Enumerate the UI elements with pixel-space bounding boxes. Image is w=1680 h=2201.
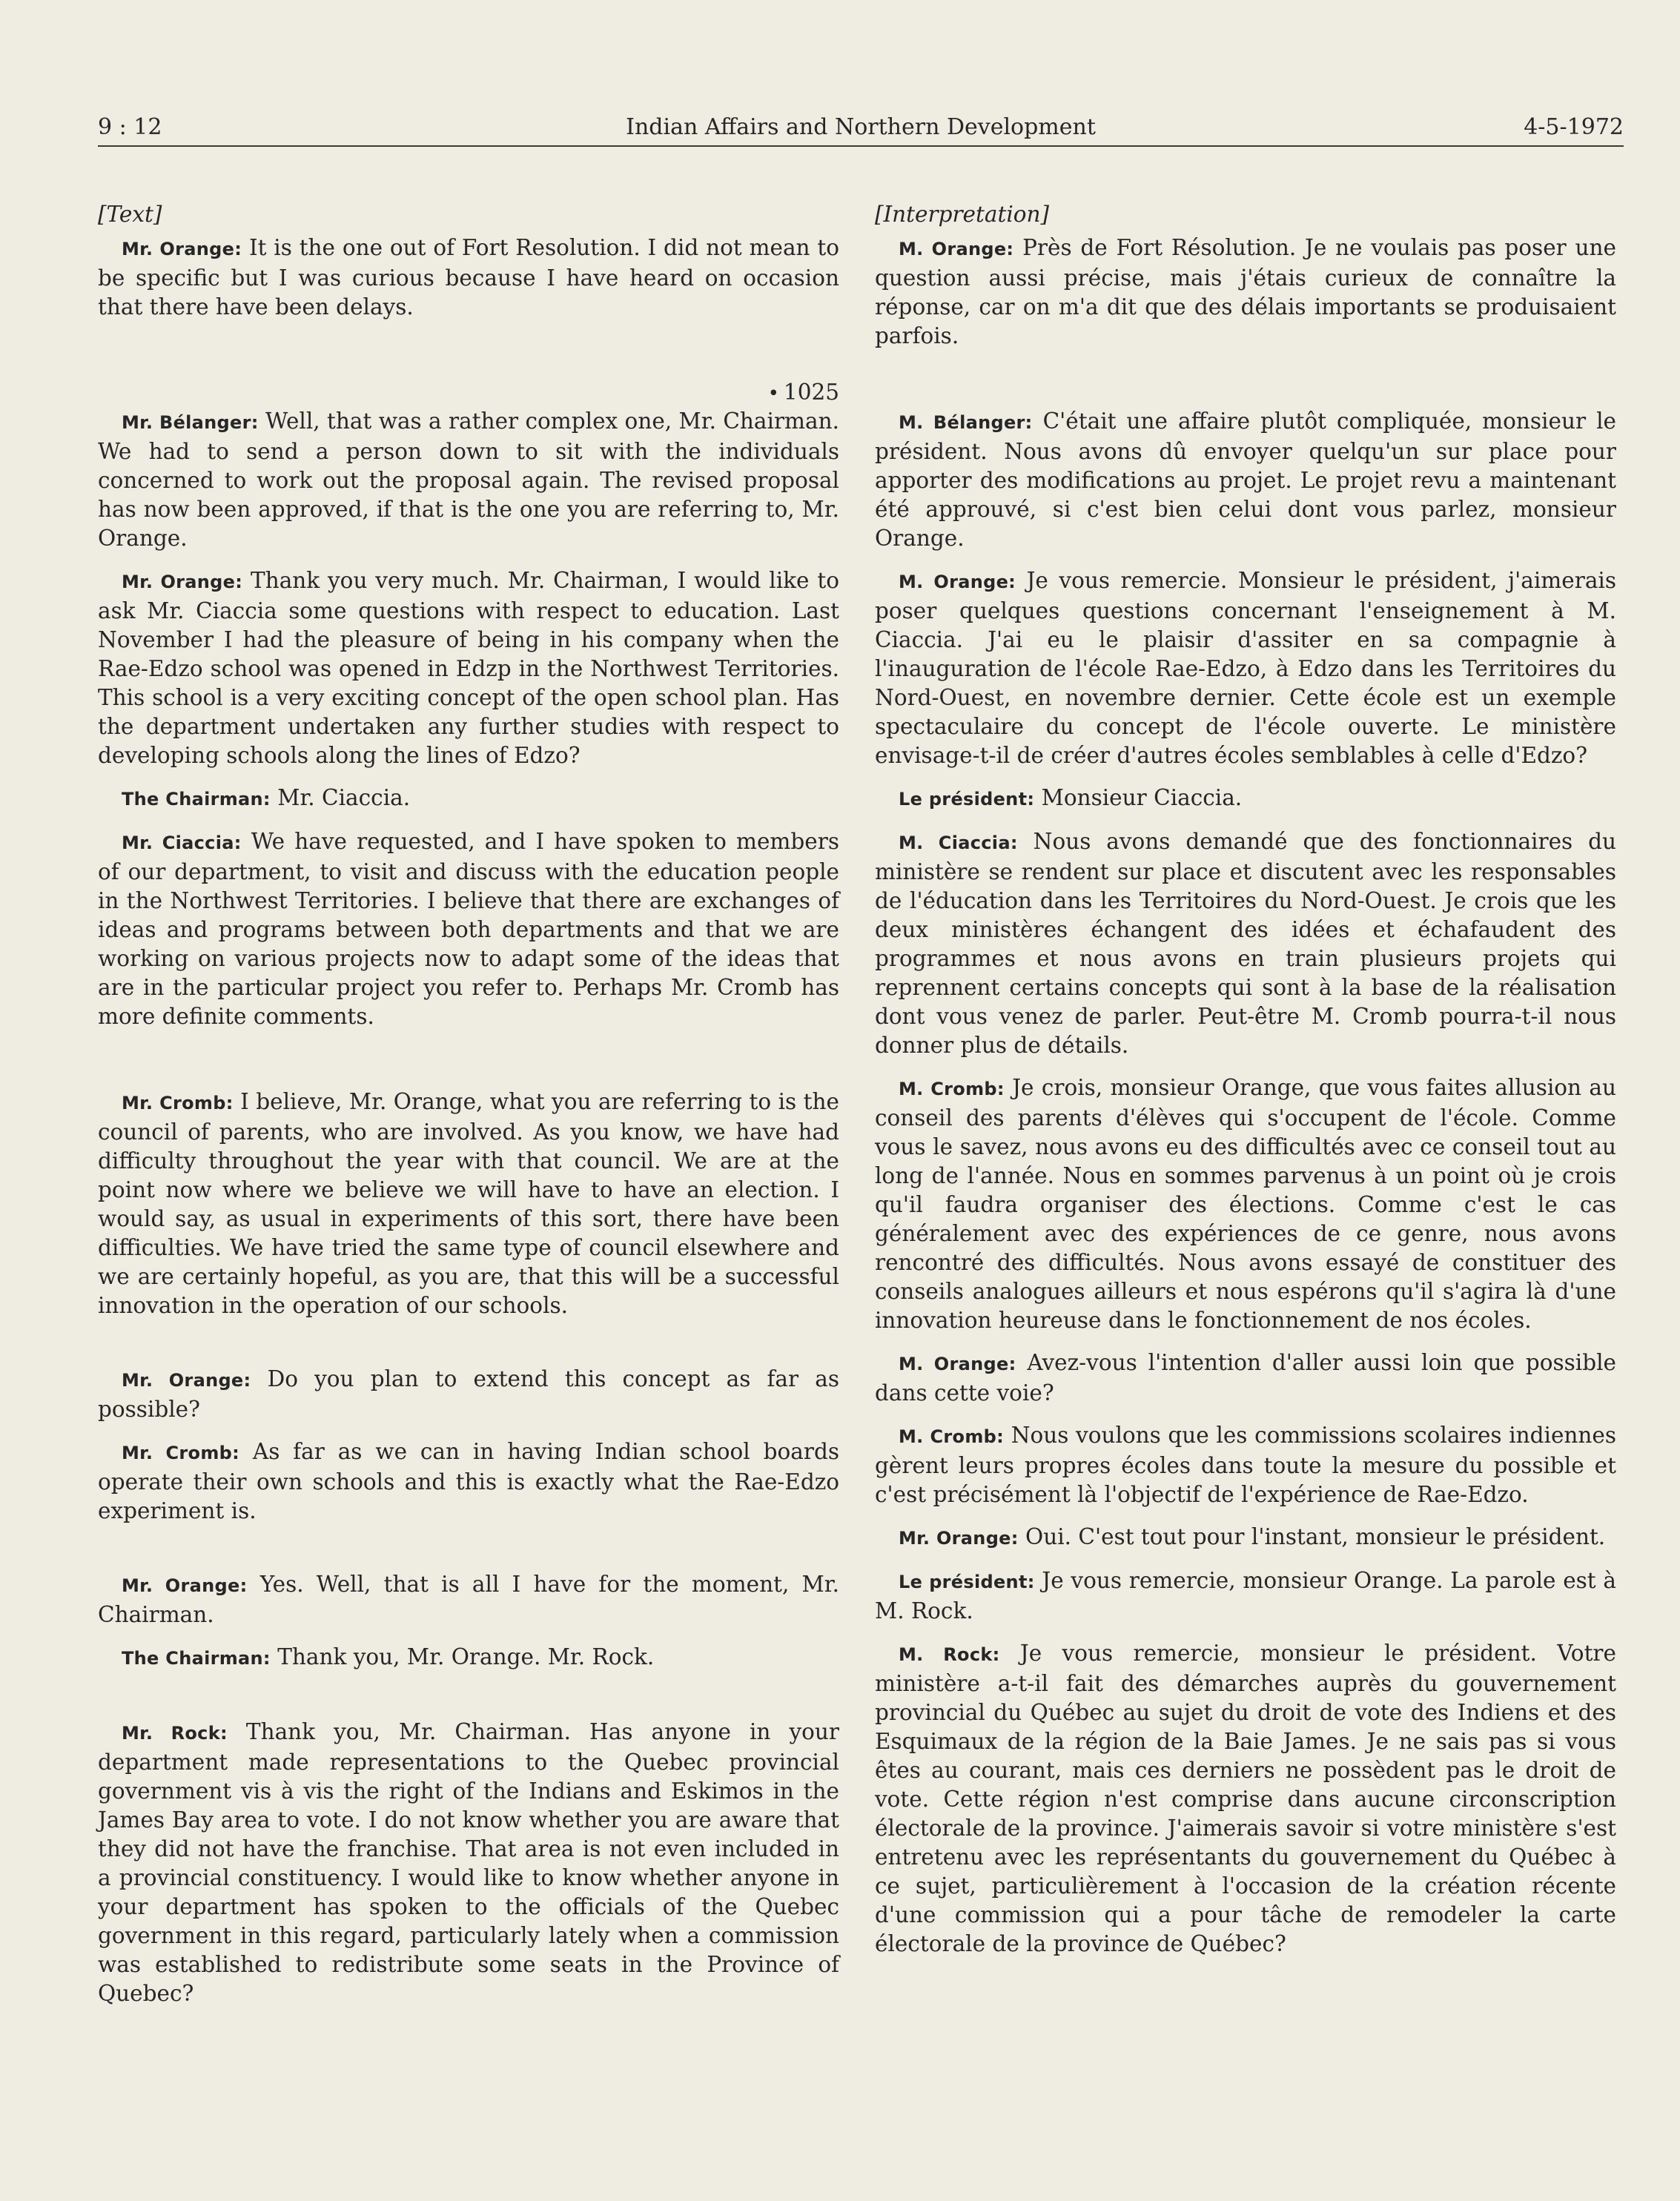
speech-text: C'était une affaire plutôt compliquée, monsieur le président. Nous avons dû envoyer quelqu'un sur place pour apporter des modifications au projet. Le projet revu a maintenant été approuvé, si c'est bien celui dont vous parlez, monsieur Orange. [875,408,1616,551]
speech-entry [875,784,1616,814]
speaker-name: M. Bélanger: [899,412,1033,433]
speech-text: As far as we can in having Indian school boards operate their own schools and this is exactly what the Rae-Edzo experiment is. [98,1439,839,1523]
speaker-name: Mr. Ciaccia: [122,833,242,853]
header-rule [98,145,1624,147]
speech-entry [98,1643,839,1673]
time-marker [98,378,839,407]
page-header [98,111,1624,144]
speaker-name: The Chairman: [122,789,271,810]
page-number: 9 : 12 [98,114,162,140]
speaker-name: Le président: [899,789,1035,810]
speaker-name: M. Orange: [899,1354,1016,1374]
time-marker-value: 1025 [783,380,839,405]
speech-text: Je vous remercie. Monsieur le président, j'aimerais poser quelques questions concernant l'enseignement à M. Ciaccia. J'ai eu le plaisir d'assiter en sa compagnie à l'inauguration de l'école Rae-Edzo, à Edzo dans les Territoires du Nord-Ouest, en novembre dernier. Cette école est un exemple spectaculaire du concept de l'école ouverte. Le ministère envisage-t-il de créer d'autres écoles semblables à celle d'Edzo? [875,568,1616,768]
speaker-name: Mr. Cromb: [122,1093,234,1113]
speech-entry [875,1348,1616,1408]
speech-text: Je crois, monsieur Orange, que vous faites allusion au conseil des parents d'élèves qui s'occupent de l'école. Comme vous le savez, nous avons eu des difficultés avec ce conseil tout au long de l'année. Nous en sommes parvenus à un point où je crois qu'il faudra organiser des élections. Comme c'est le cas généralement avec des expériences de ce genre, nous avons rencontré des difficultés. Nous avons essayé de constituer des conseils analogues ailleurs et nous espérons qu'il s'agira là d'une innovation heureuse dans le fonctionnement de nos écoles. [875,1075,1616,1333]
speech-text: Mr. Ciaccia. [277,785,411,810]
speech-text: It is the one out of Fort Resolution. I did not mean to be specific but I was curious because I have heard on occasion that there have been delays. [98,235,839,320]
speaker-name: The Chairman: [122,1648,271,1669]
speaker-name: Mr. Orange: [122,239,242,259]
speech-text: We have requested, and I have spoken to members of our department, to visit and discuss with the education people in the Northwest Territories. I believe that there are exchanges of ideas and programs between both departments and that we are working on various projects now to adapt some of the ideas that are in the particular project you refer to. Perhaps Mr. Cromb has more definite comments. [98,829,839,1029]
speaker-name: M. Orange: [899,572,1016,592]
speech-entry [98,407,839,553]
speech-text: Oui. C'est tout pour l'instant, monsieur le président. [1025,1524,1606,1549]
speaker-name: Mr. Orange: [122,572,243,592]
speaker-name: Mr. Orange: [122,1370,251,1391]
speech-text: I believe, Mr. Orange, what you are referring to is the council of parents, who are involved. As you know, we have had difficulty throughout the year with that council. We are at the point now where we believe we will have to have an election. I would say, as usual in experiments of this sort, there have been difficulties. We have tried the same type of council elsewhere and we are certainly hopeful, as you are, that this will be a successful innovation in the operation of our schools. [98,1089,839,1318]
speech-text: Je vous remercie, monsieur le président. Votre ministère a-t-il fait des démarches auprès du gouvernement provincial du Québec au sujet du droit de vote des Indiens et des Esquimaux de la région de la Baie James. Je ne sais pas si vous êtes au courant, mais ces derniers ne possèdent pas le droit de vote. Cette région n'est comprise dans aucune circonscription électorale de la province. J'aimerais savoir si votre ministère s'est entretenu avec les représentants du gouvernement du Québec à ce sujet, particulièrement à l'occasion de la création récente d'une commission qui a pour tâche de remodeler la carte électorale de la province de Québec? [875,1641,1616,1956]
speech-entry [98,1088,839,1320]
speech-entry [98,827,839,1031]
speech-text: Yes. Well, that is all I have for the moment, Mr. Chairman. [98,1572,839,1627]
speech-text: Monsieur Ciaccia. [1041,785,1243,810]
speech-text: Près de Fort Résolution. Je ne voulais pas poser une question aussi précise, mais j'étais curieux de connaître la réponse, car on m'a dit que des délais importants se produisaient parfois. [875,235,1616,348]
speaker-name: M. Cromb: [899,1079,1005,1099]
speech-entry [98,784,839,814]
speech-text: Thank you, Mr. Chairman. Has anyone in your department made representations to the Quebec provincial government vis à vis the right of the Indians and Eskimos in the James Bay area to vote. I do not know whether you are aware that they did not have the franchise. That area is not even included in a provincial constituency. I would like to know whether anyone in your department has spoken to the officials of the Quebec government in this regard, particularly lately when a commission was established to redistribute some seats in the Province of Quebec? [98,1719,839,2006]
section-label-interpretation: [Interpretation] [875,202,1050,227]
running-title: Indian Affairs and Northern Development [626,114,1096,140]
speech-entry [98,1570,839,1629]
speech-entry [98,566,839,770]
speech-text: Avez-vous l'intention d'aller aussi loin que possible dans cette voie? [875,1350,1616,1406]
speech-entry [98,1718,839,2008]
speech-entry [875,1421,1616,1509]
speech-entry [875,1566,1616,1626]
speaker-name: M. Cromb: [899,1426,1005,1447]
speech-text: Thank you very much. Mr. Chairman, I would like to ask Mr. Ciaccia some questions with respect to education. Last November I had the pleasure of being in his company when the Rae-Edzo school was opened in Edzp in the Northwest Territories. This school is a very exciting concept of the open school plan. Has the department undertaken any further studies with respect to developing schools along the lines of Edzo? [98,568,839,768]
speaker-name: M. Orange: [899,239,1014,259]
speaker-name: Mr. Rock: [122,1723,228,1744]
speaker-name: M. Rock: [899,1644,1000,1665]
speech-entry [98,234,839,322]
speech-entry [875,234,1616,351]
speech-entry [875,407,1616,553]
speech-entry [875,566,1616,770]
french-column [875,200,1616,1959]
speaker-name: Mr. Cromb: [122,1443,239,1463]
speaker-name: M. Ciaccia: [899,833,1018,853]
speech-text: Thank you, Mr. Orange. Mr. Rock. [277,1644,655,1669]
speech-entry [875,1639,1616,1959]
bullet-icon: • [767,383,779,405]
speech-text: Well, that was a rather complex one, Mr. Chairman. We had to send a person down to sit with the individuals concerned to work out the proposal again. The revised proposal has now been approved, if that is the one you are referring to, Mr. Orange. [98,408,839,551]
speech-text: Nous avons demandé que des fonctionnaires du ministère se rendent sur place et discutent avec les responsables de l'éducation dans les Territoires du Nord-Ouest. Je crois que les deux ministères échangent des idées et échafaudent des programmes et nous avons en train plusieurs projets qui reprennent certains concepts qui sont à la base de la réalisation dont vous venez de parler. Peut-être M. Cromb pourra-t-il nous donner plus de détails. [875,829,1616,1058]
speech-entry [875,827,1616,1060]
section-label-text: [Text] [98,202,162,227]
speech-text: Nous voulons que les commissions scolaires indiennes gèrent leurs propres écoles dans toute la mesure du possible et c'est précisément là l'objectif de l'expérience de Rae-Edzo. [875,1423,1616,1507]
speaker-name: Mr. Orange: [122,1575,248,1596]
speech-entry [98,1365,839,1424]
speaker-name: Le président: [899,1572,1035,1592]
speech-entry [875,1523,1616,1553]
speech-text: Do you plan to extend this concept as far as possible? [98,1366,839,1422]
speaker-name: Mr. Bélanger: [122,412,259,433]
speech-entry [98,1437,839,1526]
page-date: 4-5-1972 [1524,114,1624,140]
speech-text: Je vous remercie, monsieur Orange. La parole est à M. Rock. [875,1568,1616,1624]
speech-entry [875,1073,1616,1335]
speaker-name: Mr. Orange: [899,1528,1019,1549]
english-column [98,200,839,2008]
